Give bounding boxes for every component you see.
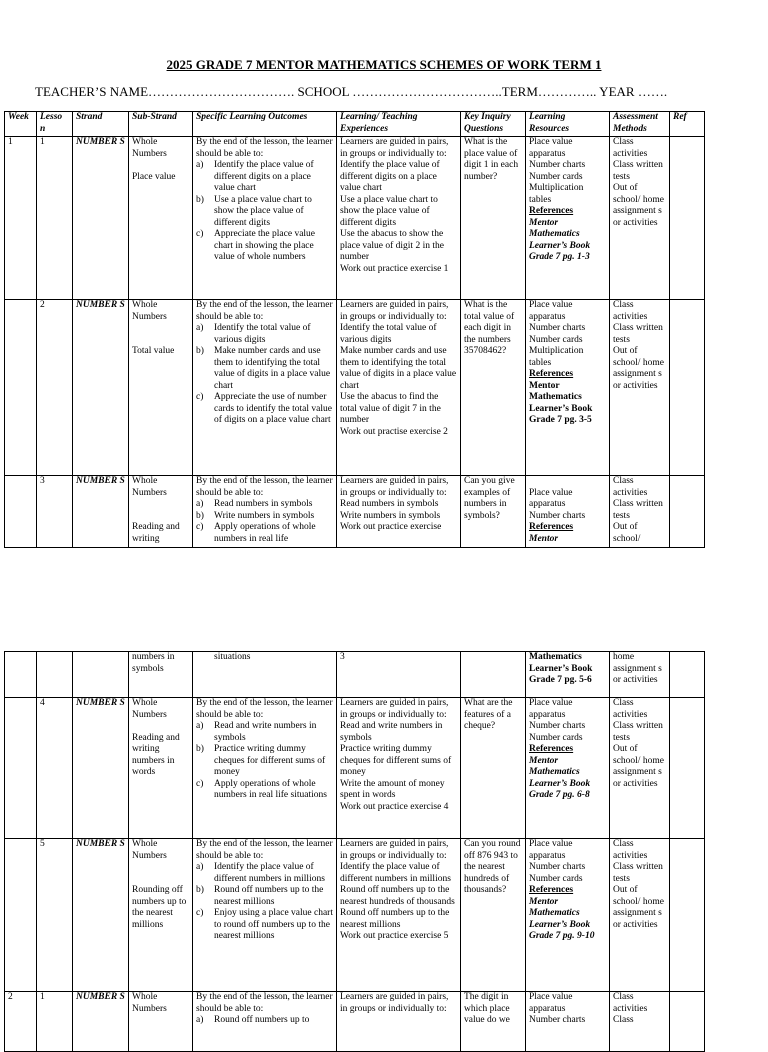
cell-week (5, 476, 37, 548)
assessment-item: Class written tests (613, 323, 663, 345)
cell-experiences (337, 300, 461, 476)
cell-ref (670, 476, 705, 548)
references-label: References (529, 885, 574, 895)
outcome-text: Enjoy using a place value chart to round off numbers up to the nearest millions (214, 908, 333, 941)
outcome-item (196, 392, 333, 427)
sub-strand-name: Whole Numbers (132, 137, 167, 159)
cell-sub-strand (129, 839, 193, 992)
outcome-item (196, 229, 333, 264)
cell-week: 1 (5, 137, 37, 300)
cell-strand: NUMBER S (73, 992, 129, 1052)
outcome-letter: a) (196, 499, 204, 509)
cell-lesson: 1 (37, 992, 73, 1052)
assessment-item: Class written tests (613, 160, 663, 182)
outcomes-list (196, 160, 333, 264)
cell-lesson (37, 652, 73, 698)
resource-item: Multiplication tables (529, 183, 584, 205)
outcome-letter: c) (196, 778, 204, 789)
experience-line: Use the abacus to show the place value of digit 2 in the number (340, 229, 444, 262)
table-row (5, 300, 705, 476)
outcome-text: Make number cards and use them to identifying the total value of digits in a place value chart (214, 346, 331, 391)
assessment-item: Class activities (613, 992, 648, 1014)
cell-week (5, 698, 37, 839)
resource-item: Number cards (529, 334, 583, 345)
cell-questions: What are the features of a cheque? (461, 698, 526, 839)
experience-line: Identify the place value of different numbers in millions (340, 862, 451, 884)
resource-item: Place value apparatus (529, 992, 573, 1014)
outcome-text: Read and write numbers in symbols (214, 721, 317, 743)
outcome-letter: c) (196, 522, 204, 532)
table-row (5, 476, 705, 548)
assessment-item: Class activities (613, 698, 648, 720)
experience-line: Read numbers in symbols (340, 499, 439, 509)
cell-strand: NUMBER S (73, 300, 129, 476)
outcome-text: Round off numbers up to (214, 1015, 310, 1025)
outcome-text: Identify the place value of different digits on a place value chart (214, 160, 314, 193)
cell-experiences (337, 839, 461, 992)
cell-week (5, 652, 37, 698)
experience-line: Work out practice exercise 4 (340, 801, 449, 812)
outcomes-intro: By the end of the lesson, the learner should be able to: (196, 137, 333, 159)
cell-week (5, 300, 37, 476)
assessment-item: Class (613, 1015, 634, 1025)
cell-strand: NUMBER S (73, 698, 129, 839)
outcome-text: Apply operations of whole numbers in real life situations (214, 778, 327, 800)
outcome-letter: b) (196, 194, 204, 205)
outcome-text: Apply operations of whole numbers in real life (214, 522, 316, 544)
cell-assessment (610, 698, 670, 839)
outcome-text: Identify the total value of various digits (214, 323, 311, 345)
resource-item: Number charts (529, 1015, 586, 1025)
cell-lesson: 2 (37, 300, 73, 476)
header-resources: Learning Resources (526, 112, 610, 137)
cell-sub-strand (129, 698, 193, 839)
cell-outcomes (193, 698, 337, 839)
resource-item: Place value apparatus (529, 839, 573, 861)
cell-sub-strand (129, 992, 193, 1052)
cell-questions: What is the total value of each digit in the numbers 35708462? (461, 300, 526, 476)
outcome-text: Practice writing dummy cheques for different sums of money (214, 744, 326, 777)
sub-strand-topic: Reading and writing (132, 522, 180, 544)
cell-assessment (610, 992, 670, 1052)
outcome-letter: c) (196, 229, 204, 239)
resource-item: Number charts (529, 510, 586, 521)
cell-ref (670, 652, 705, 698)
experience-line: Learners are guided in pairs, in groups or individually to: (340, 698, 449, 720)
outcome-item (196, 885, 333, 908)
resource-item: Place value apparatus (529, 698, 573, 720)
assessment-item: Out of school/ (613, 522, 641, 544)
outcomes-intro: By the end of the lesson, the learner should be able to: (196, 698, 333, 720)
header-strand: Strand (73, 112, 129, 137)
resource-item: Number charts (529, 721, 586, 731)
experience-line: Use the abacus to find the total value of digit 7 in the number (340, 392, 441, 425)
outcomes-list (196, 721, 333, 802)
references-label: References (529, 369, 574, 379)
cell-strand: NUMBER S (73, 137, 129, 300)
cell-sub-strand: numbers in symbols (129, 652, 193, 698)
outcome-letter: a) (196, 160, 204, 170)
sub-strand-topic: Rounding off numbers up to the nearest millions (132, 885, 187, 930)
outcome-text: Read numbers in symbols (214, 499, 313, 509)
cell-ref (670, 839, 705, 992)
table-row (5, 137, 705, 300)
cell-assessment (610, 300, 670, 476)
cell-sub-strand (129, 137, 193, 300)
outcome-text: Appreciate the use of number cards to identify the total value of digits on a place value chart (214, 392, 332, 425)
experience-line: Read and write numbers in symbols (340, 721, 443, 743)
references-label: References (529, 522, 574, 532)
schemes-table-page-1 (4, 111, 705, 548)
assessment-item: Class activities (613, 137, 648, 159)
cell-experiences: 3 (337, 652, 461, 698)
table-row (5, 698, 705, 839)
header-experiences: Learning/ Teaching Experiences (337, 112, 461, 137)
outcome-item (196, 511, 333, 523)
resource-item: Place value apparatus (529, 487, 573, 509)
experience-line: Learners are guided in pairs, in groups or individually to: (340, 300, 449, 322)
assessment-item: Out of school/ home assignment s or activities (613, 346, 664, 391)
cell-resources (526, 839, 610, 992)
schemes-table-page-2 (4, 651, 705, 1052)
outcome-item (196, 1015, 333, 1027)
outcome-item (196, 160, 333, 195)
cell-resources (526, 300, 610, 476)
cell-lesson: 1 (37, 137, 73, 300)
outcome-letter: a) (196, 323, 204, 333)
experience-line: Work out practice exercise (340, 522, 442, 532)
outcome-text: Appreciate the place value chart in showing the place value of whole numbers (214, 229, 316, 262)
cell-lesson: 5 (37, 839, 73, 992)
outcome-item (196, 346, 333, 392)
cell-experiences (337, 476, 461, 548)
cell-questions: The digit in which place value do we (461, 992, 526, 1052)
assessment-item: Class activities (613, 839, 648, 861)
resource-item: Place value apparatus (529, 300, 573, 322)
outcome-letter: c) (196, 392, 204, 402)
outcome-item (196, 779, 333, 802)
cell-resources (526, 137, 610, 300)
header-week: Week (5, 112, 37, 137)
cell-resources: Mathematics Learner’s Book Grade 7 pg. 5-6 (526, 652, 610, 698)
experience-line: Write the amount of money spent in words (340, 778, 445, 800)
outcomes-intro: By the end of the lesson, the learner should be able to: (196, 476, 333, 498)
header-sub-strand: Sub-Strand (129, 112, 193, 137)
resource-item: Multiplication tables (529, 346, 584, 368)
cell-outcomes (193, 992, 337, 1052)
header-outcomes: Specific Learning Outcomes (193, 112, 337, 137)
header-ref: Ref (670, 112, 705, 137)
outcome-text: Write numbers in symbols (214, 510, 315, 521)
assessment-item: Class activities (613, 476, 648, 498)
cell-ref (670, 698, 705, 839)
experience-line: Practice writing dummy cheques for different sums of money (340, 744, 452, 777)
experience-line: Identify the total value of various digits (340, 323, 437, 345)
resource-item: Number cards (529, 171, 583, 182)
cell-week: 2 (5, 992, 37, 1052)
outcome-letter: b) (196, 346, 204, 356)
experience-line: Round off numbers up to the nearest hundreds of thousands (340, 885, 455, 907)
cell-ref (670, 137, 705, 300)
assessment-item: Class written tests (613, 721, 663, 743)
experience-line: Learners are guided in pairs, in groups or individually to: (340, 476, 449, 498)
outcome-letter: b) (196, 744, 204, 754)
cell-sub-strand (129, 300, 193, 476)
cell-week (5, 839, 37, 992)
cell-outcomes (193, 300, 337, 476)
outcomes-intro: By the end of the lesson, the learner should be able to: (196, 300, 333, 322)
resource-item: Number cards (529, 873, 583, 884)
outcome-item (196, 862, 333, 885)
header-row (5, 112, 705, 137)
assessment-item: Class activities (613, 300, 648, 322)
table-row (5, 839, 705, 992)
references-label: References (529, 744, 574, 754)
assessment-item: Out of school/ home assignment s or activities (613, 744, 664, 789)
references-label: References (529, 206, 574, 216)
experience-line: Identify the place value of different digits on a place value chart (340, 160, 440, 193)
resource-item: Number charts (529, 323, 586, 333)
outcomes-intro: By the end of the lesson, the learner should be able to: (196, 992, 333, 1014)
outcomes-list (196, 862, 333, 943)
outcomes-list (196, 323, 333, 427)
resource-item: Place value apparatus (529, 137, 573, 159)
sub-strand-topic: Place value (132, 171, 176, 182)
outcome-letter: b) (196, 510, 204, 521)
reference-book: Mentor Mathematics Learner’s Book Grade 7 pg. 1-3 (529, 217, 591, 262)
cell-outcomes (193, 839, 337, 992)
cell-questions: What is the place value of digit 1 in each number? (461, 137, 526, 300)
resource-item: Number charts (529, 160, 586, 170)
outcomes-intro: By the end of the lesson, the learner should be able to: (196, 839, 333, 861)
resource-item: Number cards (529, 732, 583, 743)
outcome-item (196, 522, 333, 545)
outcomes-list (196, 499, 333, 545)
outcome-item (196, 908, 333, 943)
experience-line: Make number cards and use them to identifying the total value of digits in a place value chart (340, 346, 457, 391)
cell-resources (526, 698, 610, 839)
table-row (5, 992, 705, 1052)
outcome-text: Use a place value chart to show the place value of different digits (214, 194, 312, 228)
header-assessment: Assessment Methods (610, 112, 670, 137)
experience-line: Use a place value chart to show the place value of different digits (340, 194, 438, 228)
cell-resources (526, 476, 610, 548)
outcome-letter: b) (196, 885, 204, 895)
cell-outcomes (193, 137, 337, 300)
experience-line: Work out practice exercise 5 (340, 931, 449, 941)
cell-strand: NUMBER S (73, 839, 129, 992)
experience-line: Write numbers in symbols (340, 510, 441, 521)
outcome-letter: a) (196, 1015, 204, 1025)
experience-line: Work out practice exercise 1 (340, 263, 449, 274)
experience-line: Learners are guided in pairs, in groups or individually to: (340, 839, 449, 861)
outcome-text: Round off numbers up to the nearest millions (214, 885, 324, 907)
header-questions: Key Inquiry Questions (461, 112, 526, 137)
cell-sub-strand (129, 476, 193, 548)
cell-assessment: home assignment s or activities (610, 652, 670, 698)
sub-strand-name: Whole Numbers (132, 839, 167, 861)
cell-ref (670, 300, 705, 476)
outcome-item (196, 744, 333, 779)
cell-strand (73, 652, 129, 698)
reference-book: Mentor Mathematics Learner’s Book Grade 7 pg. 6-8 (529, 755, 591, 800)
experience-line: Work out practise exercise 2 (340, 426, 448, 437)
outcome-item (196, 195, 333, 230)
sub-strand-name: Whole Numbers (132, 300, 167, 322)
experience-line: Round off numbers up to the nearest millions (340, 908, 450, 930)
sub-strand-name: Whole Numbers (132, 992, 167, 1014)
outcomes-list (196, 1015, 333, 1027)
cell-outcomes: situations (193, 652, 337, 698)
outcome-letter: c) (196, 908, 204, 918)
cell-experiences (337, 137, 461, 300)
cell-outcomes (193, 476, 337, 548)
cell-lesson: 3 (37, 476, 73, 548)
cell-questions: Can you round off 876 943 to the nearest hundreds of thousands? (461, 839, 526, 992)
sub-strand-name: Whole Numbers (132, 698, 167, 720)
cell-questions (461, 652, 526, 698)
cell-lesson: 4 (37, 698, 73, 839)
cell-assessment (610, 137, 670, 300)
cell-experiences (337, 992, 461, 1052)
teacher-info-line: TEACHER’S NAME……………………………. SCHOOL ……………………………..TERM………….. YEAR ……. (35, 84, 668, 99)
cell-ref (670, 992, 705, 1052)
sub-strand-topic: Reading and writing numbers in words (132, 732, 180, 777)
reference-book: Mentor Mathematics Learner’s Book Grade 7 pg. 3-5 (529, 380, 593, 425)
outcome-letter: a) (196, 862, 204, 872)
outcome-text: Identify the place value of different numbers in millions (214, 862, 325, 884)
reference-book: Mentor Mathematics Learner’s Book Grade 7 pg. 9-10 (529, 896, 595, 941)
outcome-letter: a) (196, 721, 204, 731)
cell-assessment (610, 476, 670, 548)
header-lesson: Lesso n (37, 112, 73, 137)
experience-line: Learners are guided in pairs, in groups or individually to: (340, 992, 449, 1014)
cell-experiences (337, 698, 461, 839)
assessment-item: Class written tests (613, 862, 663, 884)
reference-book: Mentor (529, 533, 559, 544)
document-title: 2025 GRADE 7 MENTOR MATHEMATICS SCHEMES OF WORK TERM 1 (166, 57, 602, 72)
outcome-item (196, 499, 333, 511)
resource-item: Number charts (529, 862, 586, 872)
cell-strand: NUMBER S (73, 476, 129, 548)
outcome-item (196, 323, 333, 346)
cell-assessment (610, 839, 670, 992)
sub-strand-topic: Total value (132, 346, 175, 356)
continuation-row (5, 652, 705, 698)
cell-questions: Can you give examples of numbers in symbols? (461, 476, 526, 548)
assessment-item: Out of school/ home assignment s or activities (613, 885, 664, 930)
sub-strand-name: Whole Numbers (132, 476, 167, 498)
cell-resources (526, 992, 610, 1052)
outcome-item (196, 721, 333, 744)
assessment-item: Out of school/ home assignment s or activities (613, 183, 664, 228)
experience-line: Learners are guided in pairs, in groups or individually to: (340, 137, 449, 159)
assessment-item: Class written tests (613, 499, 663, 521)
